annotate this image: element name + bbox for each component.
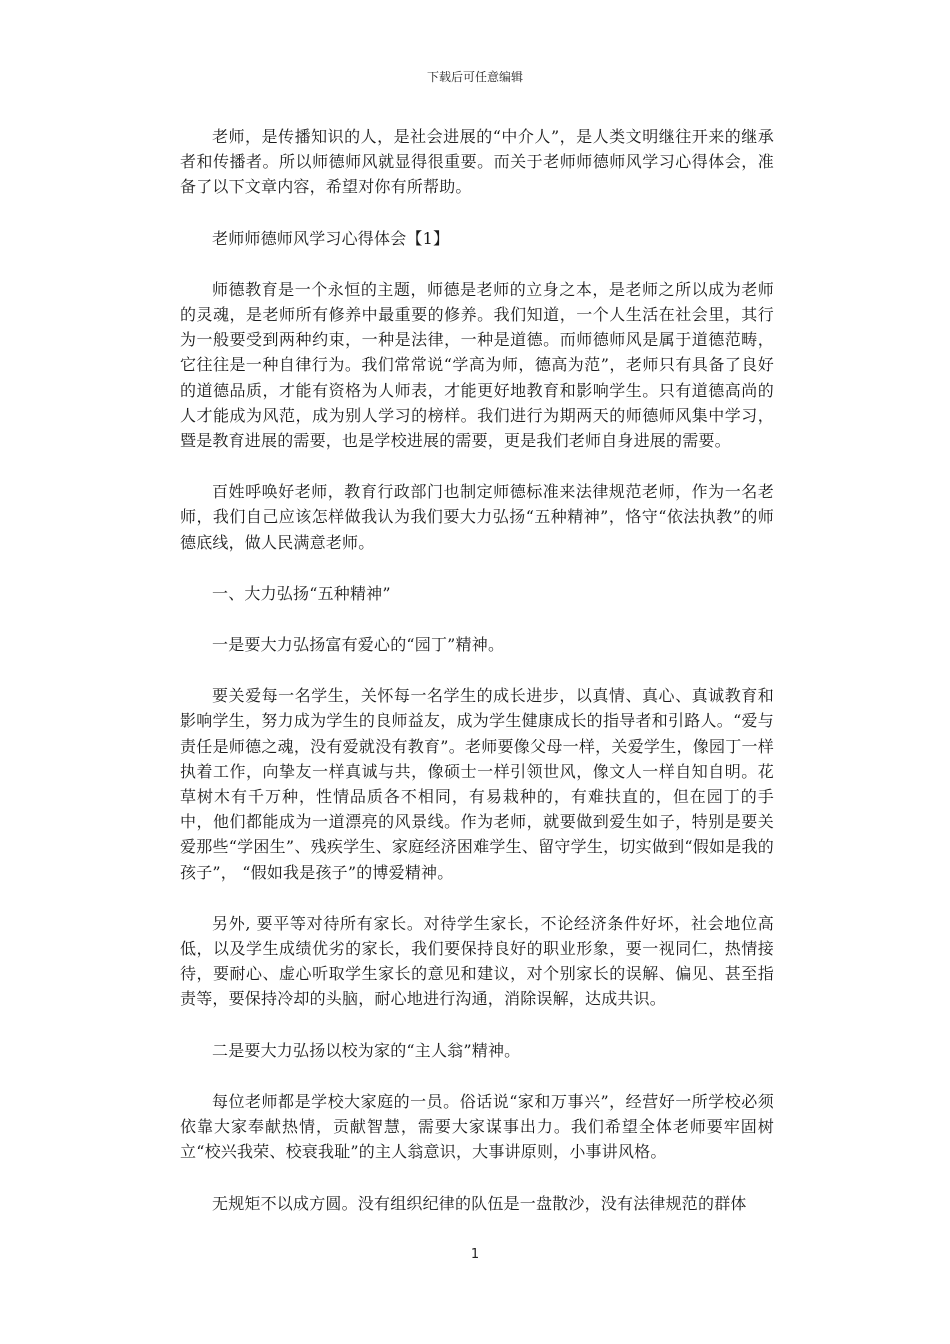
subheading: 一、大力弘扬“五种精神” bbox=[212, 583, 391, 603]
section-title: 老师师德师风学习心得体会【1】 bbox=[212, 228, 450, 248]
body-paragraph: 师德教育是一个永恒的主题，师德是老师的立身之本，是老师之所以成为老师的灵魂，是老师所有修养中最重要的修养。我们知道，一个人生活在社会里，其行为一般要受到两种约束，一种是法律，一种是道德。而师德师风是属于道德范畴，它往往是一种自律行为。我们常常说“学高为师，德高为范”，老师只有具备了良好的道德品质，才能有资格为人师表，才能更好地教育和影响学生。只有道德高尚的人才能成为风范，成为别人学习的榜样。我们进行为期两天的师德师风集中学习，暨是教育进展的需要，也是学校进展的需要，更是我们老师自身进展的需要。 bbox=[180, 279, 774, 451]
subheading: 二是要大力弘扬以校为家的“主人翁”精神。 bbox=[212, 1040, 521, 1060]
intro-paragraph: 老师，是传播知识的人，是社会进展的“中介人”，是人类文明继往开来的继承者和传播者。所以师德师风就显得很重要。而关于老师师德师风学习心得体会，准备了以下文章内容，希望对你有所帮助。 bbox=[180, 127, 774, 197]
page-header: 下载后可任意编辑 bbox=[426, 70, 523, 84]
body-paragraph: 无规矩不以成方圆。没有组织纪律的队伍是一盘散沙，没有法律规范的群体 bbox=[212, 1193, 747, 1213]
body-paragraph: 百姓呼唤好老师，教育行政部门也制定师德标准来法律规范老师，作为一名老师，我们自己应该怎样做我认为我们要大力弘扬“五种精神”，恪守“依法执教”的师德底线，做人民满意老师。 bbox=[180, 482, 774, 552]
subheading: 一是要大力弘扬富有爱心的“园丁”精神。 bbox=[212, 635, 505, 655]
body-paragraph: 另外, 要平等对待所有家长。对待学生家长，不论经济条件好坏，社会地位高低，以及学生成绩优劣的家长，我们要保持良好的职业形象，要一视同仁，热情接待，要耐心、虚心听取学生家长的意见和建议，对个别家长的误解、偏见、甚至指责等，要保持冷却的头脑，耐心地进行沟通，消除误解，达成共识。 bbox=[180, 913, 774, 1009]
document-body bbox=[180, 124, 774, 1242]
body-paragraph: 要关爱每一名学生，关怀每一名学生的成长进步，以真情、真心、真诚教育和影响学生，努力成为学生的良师益友，成为学生健康成长的指导者和引路人。“爱与责任是师德之魂，没有爱就没有教育”。老师要像父母一样，关爱学生，像园丁一样执着工作，向挚友一样真诚与共，像硕士一样引领世风，像文人一样自知自明。花草树木有千万种，性情品质各不相同，有易栽种的，有难扶直的，但在园丁的手中，他们都能成为一道漂亮的风景线。作为老师，就要做到爱生如子，特别是要关爱那些“学困生”、残疾学生、家庭经济困难学生、留守学生，切实做到“假如是我的孩子”， “假如我是孩子”的博爱精神。 bbox=[180, 686, 774, 882]
body-paragraph: 每位老师都是学校大家庭的一员。俗话说“家和万事兴”，经营好一所学校必须依靠大家奉献热情，贡献智慧，需要大家谋事出力。我们希望全体老师要牢固树立“校兴我荣、校衰我耻”的主人翁意识，大事讲原则，小事讲风格。 bbox=[180, 1091, 774, 1162]
page-number: 1 bbox=[470, 1247, 480, 1262]
